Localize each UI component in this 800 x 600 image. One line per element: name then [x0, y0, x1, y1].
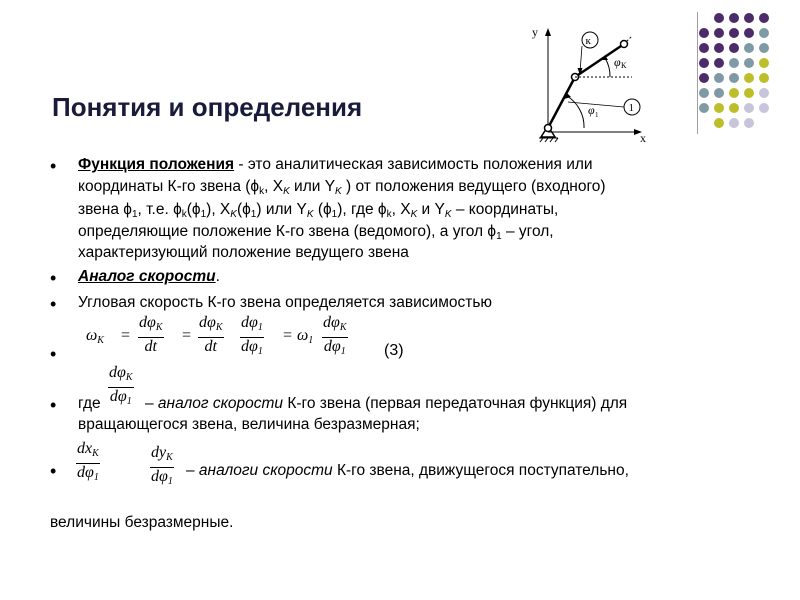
bullet-marker: •	[50, 156, 57, 176]
label-k: к	[585, 35, 591, 47]
decor-dot	[729, 103, 739, 113]
label-1: 1	[628, 102, 634, 114]
decor-dot	[714, 103, 724, 113]
decor-dot	[714, 118, 724, 128]
bullet-marker: •	[50, 268, 57, 288]
decor-dot	[729, 58, 739, 68]
axis-y-label: y	[532, 25, 538, 39]
decor-dot	[744, 88, 754, 98]
label-phi-k-sub: К	[621, 61, 627, 70]
bullet-5-prefix: где	[78, 395, 101, 412]
formula-eq-3: =	[283, 327, 293, 344]
decor-dot	[699, 103, 709, 113]
label-phi1-sub: 1	[595, 111, 599, 119]
bullet-marker: •	[50, 294, 57, 314]
decor-dot	[759, 43, 769, 53]
decor-dot	[759, 28, 769, 38]
bullet-marker: •	[50, 395, 57, 415]
term-velocity-analog: Аналог скорости	[78, 268, 216, 285]
mechanism-diagram	[520, 20, 670, 145]
decor-dot	[714, 43, 724, 53]
bullet-5-line-2: вращающегося звена, величина безразмерная;	[78, 416, 420, 433]
decor-dot	[729, 88, 739, 98]
formula-eq-2: =	[182, 327, 192, 344]
decor-dot	[714, 58, 724, 68]
bullet-marker: •	[50, 461, 57, 481]
bullet-2-line: Аналог скорости.	[78, 268, 220, 285]
decor-dot	[729, 43, 739, 53]
fraction-dphi1-dphi1: $d\varphi_1$ $d\varphi_1$	[241, 314, 263, 357]
decor-dot	[729, 13, 739, 23]
term-position-function: Функция положения	[78, 156, 235, 173]
decor-dot	[759, 13, 769, 23]
bullet-1-line-2: координаты К-го звена ($\phi_k$, $X_K$ или $Y_K$ ) от положения ведущего (входного)	[78, 178, 606, 197]
bullet-6-line: – аналоги скорости К-го звена, движущегося поступательно,	[186, 462, 629, 479]
label-phi-k: φ	[614, 55, 621, 69]
decor-dot	[699, 58, 709, 68]
decor-dot	[729, 118, 739, 128]
decor-dot	[714, 13, 724, 23]
formula-omega-1: $\omega_1$	[297, 327, 314, 346]
bullet-1-line-3: звена $\phi_1$, т.е. $\phi_k(\phi_1)$, $X_K(\phi_1)$ или $Y_K$ $(\phi_1)$, где $\phi_k$, $X_K$ и $Y_K$ – координаты,	[78, 201, 559, 220]
label-phi1: φ	[588, 103, 595, 117]
bullet-1-line-5: характеризующий положение ведущего звена	[78, 244, 409, 261]
decor-dot	[729, 73, 739, 83]
axis-x-label: x	[640, 131, 646, 145]
decor-dot	[699, 73, 709, 83]
decor-dot	[744, 43, 754, 53]
formula-omega-k: $\omega_K$	[86, 327, 104, 346]
bullet-1-line-4: определяющие положение К-го звена (ведомого), а угол $\phi_1$ – угол,	[78, 223, 554, 242]
fraction-dxk-dphi1: $dx_K$ $d\varphi_1$	[77, 440, 99, 483]
decor-dot	[699, 43, 709, 53]
fraction-dphik-dphi1-def: $d\varphi_K$ $d\varphi_1$	[109, 364, 133, 407]
decor-dot	[759, 88, 769, 98]
decor-dot	[744, 103, 754, 113]
bullet-3-line: Угловая скорость К-го звена определяется зависимостью	[78, 294, 493, 311]
decor-dot	[729, 28, 739, 38]
decor-dot	[759, 103, 769, 113]
decor-dot	[744, 73, 754, 83]
formula-eq-1: =	[121, 327, 131, 344]
decor-dot	[759, 58, 769, 68]
page-title: Понятия и определения	[52, 92, 363, 122]
decor-dot	[714, 88, 724, 98]
decor-dot	[699, 28, 709, 38]
decor-dot	[699, 88, 709, 98]
decor-dot	[744, 58, 754, 68]
bullet-marker: •	[50, 344, 57, 364]
decor-dot	[714, 73, 724, 83]
fraction-dyk-dphi1: $dy_K$ $d\varphi_1$	[151, 444, 173, 487]
closing-line: величины безразмерные.	[50, 514, 234, 531]
equation-number: (3)	[384, 342, 404, 359]
decor-dot	[714, 28, 724, 38]
bullet-1-line-1: Функция положения - это аналитическая зависимость положения или	[78, 156, 593, 173]
decor-dot	[744, 118, 754, 128]
fraction-dphik-dphi1: $d\varphi_K$ $d\varphi_1$	[323, 314, 347, 357]
decor-dot	[759, 73, 769, 83]
divider-line	[697, 12, 698, 134]
decor-dot	[744, 28, 754, 38]
fraction-dphik-dt-2: $d\varphi_K$ dt	[199, 314, 223, 355]
bullet-5-line-1: – аналог скорости К-го звена (первая передаточная функция) для	[145, 395, 628, 412]
fraction-dphik-dt: $d\varphi_K$ dt	[139, 314, 163, 355]
decor-dot	[744, 13, 754, 23]
